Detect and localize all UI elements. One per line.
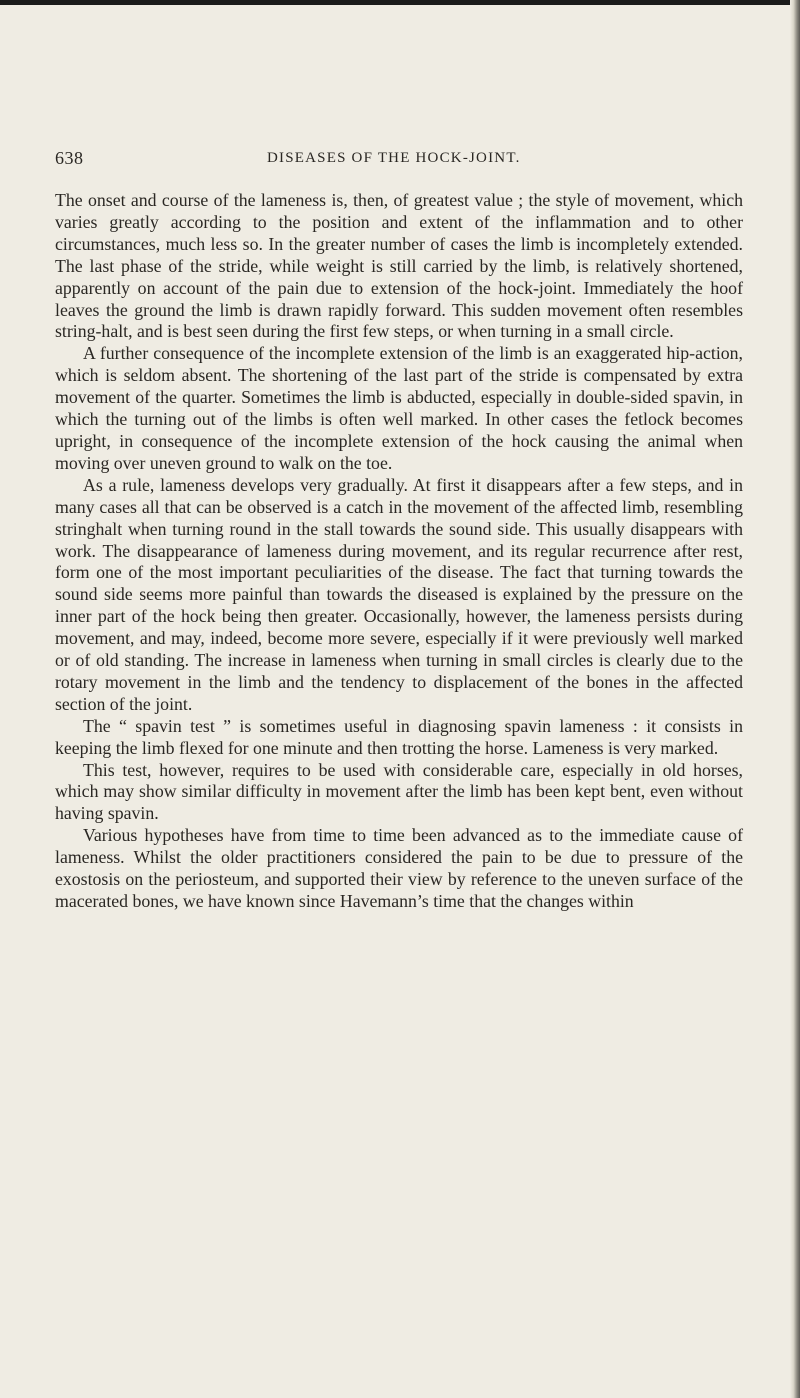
- page-number: 638: [55, 148, 84, 168]
- paragraph-hypotheses: Various hypotheses have from time to time been advanced as to the immediate cause of lameness. Whilst the older practitioners considered the pain to be due to pressure of the exostosis on the periosteum, and supported their view by reference to the uneven surface of the macerated bones, we have known since Havemann’s time that the changes within: [55, 825, 743, 911]
- body-text: [55, 190, 743, 913]
- paragraph-gradual-development: As a rule, lameness develops very gradually. At first it disappears after a few steps, and in many cases all that can be observed is a catch in the movement of the affected limb, resembling stringhalt when turning round in the stall towards the sound side. This usually disappears with work. The disappearance of lameness during movement, and its regular recurrence after rest, form one of the most important peculiarities of the disease. The fact that turning towards the sound side seems more painful than towards the diseased is explained by the pressure on the inner part of the hock being then greater. Occasionally, however, the lameness persists during movement, and may, indeed, become more severe, especially if it were previously well marked or of old standing. The increase in lameness when turning in small circles is clearly due to the rotary movement in the limb and the tendency to displacement of the bones in the affected section of the joint.: [55, 474, 743, 714]
- page-right-edge-shadow: [790, 0, 800, 1398]
- page-header: [55, 148, 745, 172]
- paragraph-spavin-test: The “ spavin test ” is sometimes useful in diagnosing spavin lameness : it consists in keeping the limb flexed for one minute and then trotting the horse. Lameness is very marked.: [55, 715, 743, 758]
- running-head: DISEASES OF THE HOCK-JOINT.: [267, 150, 521, 166]
- paragraph-hip-action: A further consequence of the incomplete extension of the limb is an exaggerated hip-action, which is seldom absent. The shortening of the last part of the stride is compensated by extra movement of the quarter. Sometimes the limb is abducted, especially in double-sided spavin, in which the turning out of the limbs is often well marked. In other cases the fetlock becomes upright, in consequence of the incomplete extension of the hock causing the animal when moving over uneven ground to walk on the toe.: [55, 343, 743, 473]
- paragraph-test-caution: This test, however, requires to be used with considerable care, especially in old horses, which may show similar difficulty in movement after the limb has been kept bent, even without having spavin.: [55, 759, 743, 824]
- paragraph-onset: The onset and course of the lameness is, then, of greatest value ; the style of movement, which varies greatly according to the position and extent of the inflammation and to other circumstances, much less so. In the greater number of cases the limb is incompletely extended. The last phase of the stride, while weight is still carried by the limb, is relatively shortened, apparently on account of the pain due to extension of the hock-joint. Immediately the hoof leaves the ground the limb is drawn rapidly forward. This sudden movement often resembles string-halt, and is best seen during the first few steps, or when turning in a small circle.: [55, 190, 743, 342]
- page-top-border: [0, 0, 800, 5]
